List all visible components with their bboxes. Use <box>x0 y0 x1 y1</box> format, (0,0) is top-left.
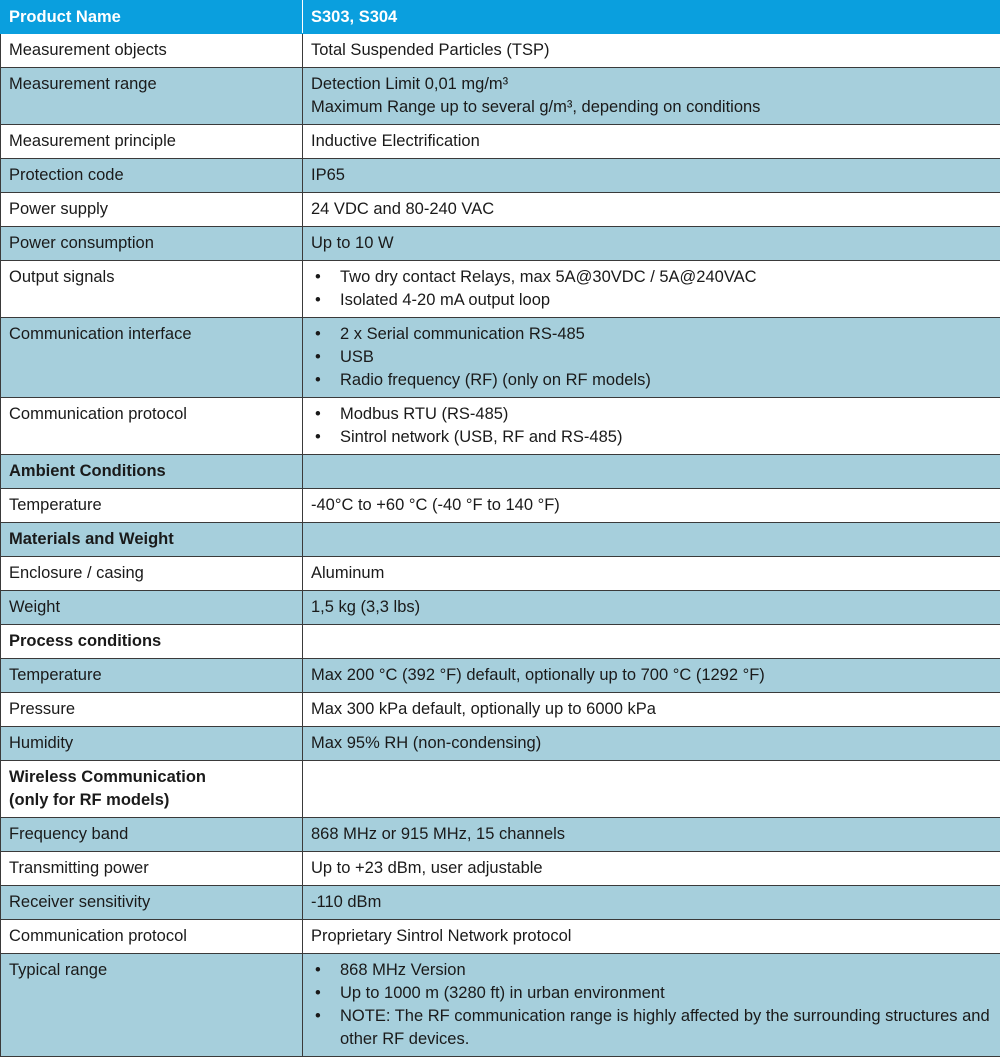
table-row <box>1 193 1000 227</box>
spec-value <box>303 693 1000 727</box>
bullet-item: • 868 MHz Version <box>311 959 992 982</box>
spec-label <box>1 227 303 261</box>
label-line: Measurement principle <box>9 130 294 153</box>
table-row <box>1 818 1000 852</box>
spec-value <box>303 625 1000 659</box>
bullet-item: • Two dry contact Relays, max 5A@30VDC / 5A@240VAC <box>311 266 992 289</box>
label-line: Output signals <box>9 266 294 289</box>
value-line: 24 VDC and 80-240 VAC <box>311 198 992 221</box>
spec-value <box>303 886 1000 920</box>
spec-value <box>303 954 1000 1057</box>
label-line: Ambient Conditions <box>9 460 294 483</box>
value-line: -110 dBm <box>311 891 992 914</box>
spec-value <box>303 68 1000 125</box>
label-line: Process conditions <box>9 630 294 653</box>
value-line: Total Suspended Particles (TSP) <box>311 39 992 62</box>
value-line: Up to +23 dBm, user adjustable <box>311 857 992 880</box>
section-header-row <box>1 455 1000 489</box>
spec-label <box>1 954 303 1057</box>
label-line: Receiver sensitivity <box>9 891 294 914</box>
spec-label <box>1 125 303 159</box>
table-row <box>1 557 1000 591</box>
bullet-item: • USB <box>311 346 992 369</box>
section-title <box>1 523 303 557</box>
label-line: Power consumption <box>9 232 294 255</box>
label-line: Weight <box>9 596 294 619</box>
label-line: Frequency band <box>9 823 294 846</box>
table-row <box>1 125 1000 159</box>
value-line: -40°C to +60 °C (-40 °F to 140 °F) <box>311 494 992 517</box>
spec-label <box>1 318 303 398</box>
spec-table-body <box>1 34 1000 1057</box>
section-header-row <box>1 625 1000 659</box>
value-line: 868 MHz or 915 MHz, 15 channels <box>311 823 992 846</box>
section-title <box>1 761 303 818</box>
value-line: Detection Limit 0,01 mg/m³ <box>311 73 992 96</box>
spec-label <box>1 557 303 591</box>
value-line: Maximum Range up to several g/m³, depending on conditions <box>311 96 992 119</box>
label-line: Wireless Communication <box>9 766 294 789</box>
label-line: Materials and Weight <box>9 528 294 551</box>
spec-value <box>303 489 1000 523</box>
spec-label <box>1 398 303 455</box>
spec-label <box>1 159 303 193</box>
bullet-list <box>311 323 992 392</box>
spec-label <box>1 659 303 693</box>
table-row <box>1 159 1000 193</box>
value-line: Proprietary Sintrol Network protocol <box>311 925 992 948</box>
label-line: Communication protocol <box>9 403 294 426</box>
section-header-row <box>1 761 1000 818</box>
table-row <box>1 591 1000 625</box>
value-line: IP65 <box>311 164 992 187</box>
header-model: S303, S304 <box>303 1 1000 34</box>
spec-label <box>1 818 303 852</box>
label-line: Temperature <box>9 664 294 687</box>
section-title <box>1 455 303 489</box>
label-line: Power supply <box>9 198 294 221</box>
label-line: Measurement range <box>9 73 294 96</box>
spec-value <box>303 557 1000 591</box>
spec-value <box>303 852 1000 886</box>
value-line: Up to 10 W <box>311 232 992 255</box>
header-product-name: Product Name <box>1 1 303 34</box>
bullet-item: • Modbus RTU (RS-485) <box>311 403 992 426</box>
bullet-list <box>311 403 992 449</box>
spec-value <box>303 659 1000 693</box>
table-row <box>1 68 1000 125</box>
spec-value <box>303 591 1000 625</box>
table-row <box>1 227 1000 261</box>
spec-label <box>1 68 303 125</box>
bullet-item: • Radio frequency (RF) (only on RF models) <box>311 369 992 392</box>
label-line: Communication protocol <box>9 925 294 948</box>
value-line: Max 95% RH (non-condensing) <box>311 732 992 755</box>
spec-value <box>303 455 1000 489</box>
label-line: Protection code <box>9 164 294 187</box>
table-row <box>1 920 1000 954</box>
table-row <box>1 34 1000 68</box>
spec-label <box>1 886 303 920</box>
value-line: Inductive Electrification <box>311 130 992 153</box>
bullet-list <box>311 266 992 312</box>
bullet-item: • 2 x Serial communication RS-485 <box>311 323 992 346</box>
spec-value <box>303 818 1000 852</box>
value-line: Max 300 kPa default, optionally up to 6000 kPa <box>311 698 992 721</box>
table-row <box>1 693 1000 727</box>
spec-label <box>1 489 303 523</box>
table-row <box>1 261 1000 318</box>
spec-value <box>303 159 1000 193</box>
table-row <box>1 886 1000 920</box>
bullet-item: • Up to 1000 m (3280 ft) in urban environment <box>311 982 992 1005</box>
spec-label <box>1 591 303 625</box>
spec-value <box>303 523 1000 557</box>
label-line: Temperature <box>9 494 294 517</box>
bullet-item: • Isolated 4-20 mA output loop <box>311 289 992 312</box>
spec-label <box>1 727 303 761</box>
table-row <box>1 727 1000 761</box>
table-row <box>1 852 1000 886</box>
table-row <box>1 659 1000 693</box>
label-line: Pressure <box>9 698 294 721</box>
spec-value <box>303 318 1000 398</box>
spec-label <box>1 261 303 318</box>
spec-value <box>303 727 1000 761</box>
spec-value <box>303 261 1000 318</box>
spec-value <box>303 193 1000 227</box>
spec-label <box>1 693 303 727</box>
label-line: Communication interface <box>9 323 294 346</box>
table-header-row <box>1 1 1000 34</box>
bullet-list <box>311 959 992 1051</box>
spec-label <box>1 920 303 954</box>
label-line: Enclosure / casing <box>9 562 294 585</box>
spec-value <box>303 227 1000 261</box>
section-header-row <box>1 523 1000 557</box>
label-line: (only for RF models) <box>9 789 294 812</box>
table-row <box>1 398 1000 455</box>
table-row <box>1 954 1000 1057</box>
spec-value <box>303 761 1000 818</box>
value-line: Max 200 °C (392 °F) default, optionally up to 700 °C (1292 °F) <box>311 664 992 687</box>
spec-value <box>303 398 1000 455</box>
spec-value <box>303 34 1000 68</box>
label-line: Transmitting power <box>9 857 294 880</box>
spec-value <box>303 125 1000 159</box>
bullet-item: • NOTE: The RF communication range is highly affected by the surrounding structures and other RF devices. <box>311 1005 992 1051</box>
label-line: Typical range <box>9 959 294 982</box>
bullet-item: • Sintrol network (USB, RF and RS-485) <box>311 426 992 449</box>
label-line: Measurement objects <box>9 39 294 62</box>
value-line: 1,5 kg (3,3 lbs) <box>311 596 992 619</box>
section-title <box>1 625 303 659</box>
value-line: Aluminum <box>311 562 992 585</box>
spec-label <box>1 852 303 886</box>
label-line: Humidity <box>9 732 294 755</box>
table-row <box>1 489 1000 523</box>
table-row <box>1 318 1000 398</box>
spec-label <box>1 34 303 68</box>
spec-value <box>303 920 1000 954</box>
spec-label <box>1 193 303 227</box>
